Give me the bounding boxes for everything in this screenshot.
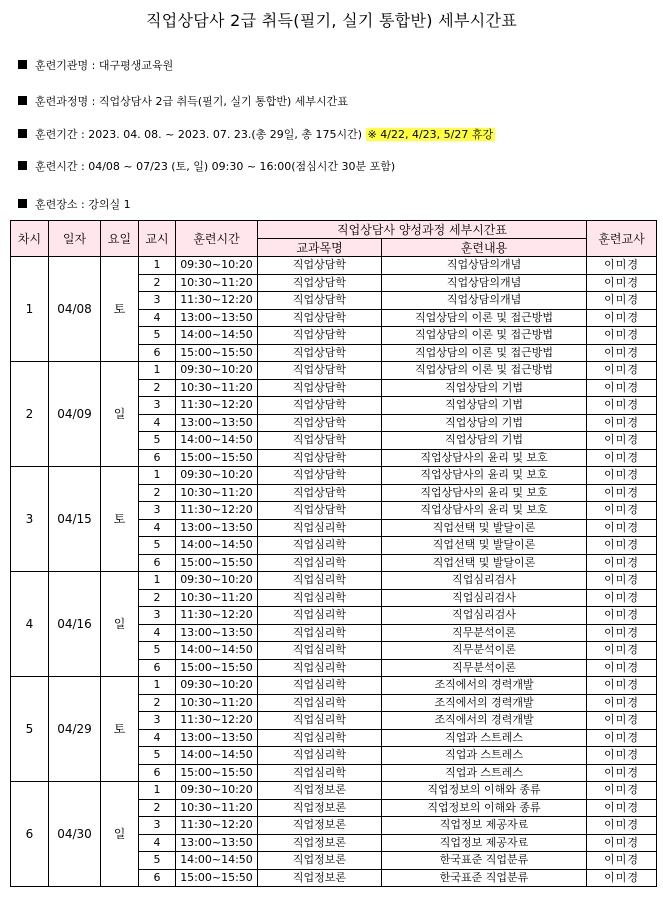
day-cell: 일	[101, 782, 139, 887]
time-cell: 09:30~10:20	[176, 362, 258, 380]
subject-cell: 직업상담학	[258, 502, 382, 520]
subject-cell: 직업상담학	[258, 432, 382, 450]
subject-cell: 직업심리학	[258, 677, 382, 695]
content-cell: 조직에서의 경력개발	[382, 694, 587, 712]
table-row	[11, 572, 657, 590]
teacher-cell: 이미경	[587, 572, 657, 590]
subject-cell: 직업상담학	[258, 379, 382, 397]
square-bullet-icon	[18, 129, 27, 138]
period-cell: 2	[139, 799, 176, 817]
period-cell: 5	[139, 432, 176, 450]
period-cell: 6	[139, 869, 176, 887]
subject-cell: 직업상담학	[258, 257, 382, 275]
time-cell: 13:00~13:50	[176, 309, 258, 327]
teacher-cell: 이미경	[587, 257, 657, 275]
date-cell: 04/15	[49, 467, 101, 572]
time-cell: 09:30~10:20	[176, 572, 258, 590]
content-cell: 직업상담의개념	[382, 292, 587, 310]
time-cell: 14:00~14:50	[176, 852, 258, 870]
header-subject: 교과목명	[258, 239, 382, 257]
subject-cell: 직업상담학	[258, 449, 382, 467]
period-cell: 1	[139, 467, 176, 485]
content-cell: 직업상담의개념	[382, 257, 587, 275]
table-row	[11, 362, 657, 380]
teacher-cell: 이미경	[587, 869, 657, 887]
subject-cell: 직업심리학	[258, 729, 382, 747]
time-cell: 10:30~11:20	[176, 274, 258, 292]
institution-text: 훈련기관명 : 대구평생교육원	[35, 59, 174, 72]
subject-cell: 직업심리학	[258, 712, 382, 730]
time-cell: 14:00~14:50	[176, 537, 258, 555]
info-period	[18, 126, 495, 142]
teacher-cell: 이미경	[587, 624, 657, 642]
subject-cell: 직업정보론	[258, 782, 382, 800]
time-cell: 09:30~10:20	[176, 257, 258, 275]
subject-cell: 직업상담학	[258, 484, 382, 502]
period-cell: 2	[139, 589, 176, 607]
session-cell: 1	[11, 257, 49, 362]
content-cell: 직업심리검사	[382, 589, 587, 607]
time-cell: 10:30~11:20	[176, 484, 258, 502]
teacher-cell: 이미경	[587, 642, 657, 660]
table-row	[11, 257, 657, 275]
content-cell: 직업과 스트레스	[382, 764, 587, 782]
session-cell: 3	[11, 467, 49, 572]
subject-cell: 직업심리학	[258, 747, 382, 765]
period-cell: 4	[139, 519, 176, 537]
day-cell: 일	[101, 362, 139, 467]
subject-cell: 직업심리학	[258, 554, 382, 572]
period-cell: 6	[139, 449, 176, 467]
period-cell: 6	[139, 764, 176, 782]
content-cell: 직업상담의 기법	[382, 414, 587, 432]
content-cell: 직업상담의 기법	[382, 379, 587, 397]
time-cell: 14:00~14:50	[176, 327, 258, 345]
subject-cell: 직업상담학	[258, 274, 382, 292]
period-cell: 1	[139, 362, 176, 380]
period-cell: 4	[139, 309, 176, 327]
teacher-cell: 이미경	[587, 519, 657, 537]
subject-cell: 직업정보론	[258, 852, 382, 870]
period-cell: 3	[139, 607, 176, 625]
subject-cell: 직업심리학	[258, 642, 382, 660]
content-cell: 직업선택 및 발달이론	[382, 554, 587, 572]
teacher-cell: 이미경	[587, 414, 657, 432]
table-row	[11, 782, 657, 800]
subject-cell: 직업상담학	[258, 344, 382, 362]
subject-cell: 직업심리학	[258, 537, 382, 555]
period-cell: 1	[139, 677, 176, 695]
day-cell: 토	[101, 467, 139, 572]
time-cell: 15:00~15:50	[176, 344, 258, 362]
time-cell: 11:30~12:20	[176, 817, 258, 835]
time-cell: 11:30~12:20	[176, 502, 258, 520]
teacher-cell: 이미경	[587, 782, 657, 800]
teacher-cell: 이미경	[587, 659, 657, 677]
period-cell: 5	[139, 747, 176, 765]
content-cell: 직업상담의 이론 및 접근방법	[382, 362, 587, 380]
teacher-cell: 이미경	[587, 449, 657, 467]
content-cell: 직업상담의 기법	[382, 432, 587, 450]
teacher-cell: 이미경	[587, 467, 657, 485]
period-cell: 5	[139, 537, 176, 555]
time-cell: 14:00~14:50	[176, 747, 258, 765]
period-cell: 6	[139, 344, 176, 362]
content-cell: 직업상담사의 윤리 및 보호	[382, 484, 587, 502]
period-cell: 2	[139, 379, 176, 397]
date-cell: 04/29	[49, 677, 101, 782]
subject-cell: 직업정보론	[258, 817, 382, 835]
content-cell: 직업상담의개념	[382, 274, 587, 292]
period-cell: 5	[139, 642, 176, 660]
content-cell: 직업상담의 이론 및 접근방법	[382, 327, 587, 345]
subject-cell: 직업정보론	[258, 834, 382, 852]
session-cell: 5	[11, 677, 49, 782]
subject-cell: 직업상담학	[258, 327, 382, 345]
place-text: 훈련장소 : 강의실 1	[35, 198, 131, 211]
square-bullet-icon	[18, 96, 27, 105]
content-cell: 직무분석이론	[382, 642, 587, 660]
subject-cell: 직업심리학	[258, 764, 382, 782]
teacher-cell: 이미경	[587, 834, 657, 852]
subject-cell: 직업상담학	[258, 362, 382, 380]
period-cell: 6	[139, 659, 176, 677]
teacher-cell: 이미경	[587, 362, 657, 380]
content-cell: 직업선택 및 발달이론	[382, 519, 587, 537]
page-title: 직업상담사 2급 취득(필기, 실기 통합반) 세부시간표	[146, 11, 517, 30]
content-cell: 직무분석이론	[382, 659, 587, 677]
period-cell: 3	[139, 712, 176, 730]
subject-cell: 직업심리학	[258, 572, 382, 590]
period-cell: 3	[139, 292, 176, 310]
subject-cell: 직업상담학	[258, 397, 382, 415]
content-cell: 직업상담의 이론 및 접근방법	[382, 309, 587, 327]
teacher-cell: 이미경	[587, 764, 657, 782]
holiday-note: ※ 4/22, 4/23, 5/27 휴강	[367, 128, 494, 141]
teacher-cell: 이미경	[587, 344, 657, 362]
time-cell: 13:00~13:50	[176, 414, 258, 432]
time-cell: 15:00~15:50	[176, 659, 258, 677]
teacher-cell: 이미경	[587, 327, 657, 345]
day-cell: 일	[101, 572, 139, 677]
teacher-cell: 이미경	[587, 379, 657, 397]
time-cell: 10:30~11:20	[176, 799, 258, 817]
period-cell: 2	[139, 694, 176, 712]
period-cell: 4	[139, 624, 176, 642]
subject-cell: 직업심리학	[258, 694, 382, 712]
content-cell: 직업상담사의 윤리 및 보호	[382, 467, 587, 485]
teacher-cell: 이미경	[587, 799, 657, 817]
time-cell: 10:30~11:20	[176, 694, 258, 712]
content-cell: 직업상담의 기법	[382, 397, 587, 415]
teacher-cell: 이미경	[587, 554, 657, 572]
content-cell: 직업정보 제공자료	[382, 834, 587, 852]
time-cell: 11:30~12:20	[176, 607, 258, 625]
time-cell: 10:30~11:20	[176, 589, 258, 607]
header-day: 요일	[101, 221, 139, 257]
content-cell: 조직에서의 경력개발	[382, 677, 587, 695]
time-cell: 15:00~15:50	[176, 764, 258, 782]
content-cell: 직업정보의 이해와 종류	[382, 799, 587, 817]
teacher-cell: 이미경	[587, 397, 657, 415]
info-course	[18, 93, 348, 109]
teacher-cell: 이미경	[587, 484, 657, 502]
time-cell: 09:30~10:20	[176, 467, 258, 485]
date-cell: 04/08	[49, 257, 101, 362]
hours-text: 훈련시간 : 04/08 ~ 07/23 (토, 일) 09:30 ~ 16:00(점심시간 30분 포함)	[35, 160, 396, 173]
info-place	[18, 196, 131, 212]
time-cell: 13:00~13:50	[176, 519, 258, 537]
header-content: 훈련내용	[382, 239, 587, 257]
time-cell: 11:30~12:20	[176, 397, 258, 415]
time-cell: 15:00~15:50	[176, 554, 258, 572]
header-time: 훈련시간	[176, 221, 258, 257]
content-cell: 직업심리검사	[382, 607, 587, 625]
teacher-cell: 이미경	[587, 432, 657, 450]
info-institution	[18, 57, 173, 73]
content-cell: 직무분석이론	[382, 624, 587, 642]
teacher-cell: 이미경	[587, 817, 657, 835]
session-cell: 2	[11, 362, 49, 467]
period-cell: 2	[139, 484, 176, 502]
teacher-cell: 이미경	[587, 502, 657, 520]
time-cell: 14:00~14:50	[176, 432, 258, 450]
period-cell: 2	[139, 274, 176, 292]
subject-cell: 직업심리학	[258, 607, 382, 625]
content-cell: 직업과 스트레스	[382, 747, 587, 765]
teacher-cell: 이미경	[587, 607, 657, 625]
period-cell: 1	[139, 257, 176, 275]
teacher-cell: 이미경	[587, 274, 657, 292]
content-cell: 직업심리검사	[382, 572, 587, 590]
period-cell: 1	[139, 572, 176, 590]
info-hours	[18, 158, 395, 174]
content-cell: 한국표준 직업분류	[382, 852, 587, 870]
subject-cell: 직업정보론	[258, 799, 382, 817]
square-bullet-icon	[18, 60, 27, 69]
content-cell: 조직에서의 경력개발	[382, 712, 587, 730]
subject-cell: 직업심리학	[258, 659, 382, 677]
period-text: 훈련기간 : 2023. 04. 08. ~ 2023. 07. 23.(총 29일, 총 175시간)	[35, 128, 363, 141]
period-cell: 5	[139, 852, 176, 870]
time-cell: 09:30~10:20	[176, 782, 258, 800]
teacher-cell: 이미경	[587, 537, 657, 555]
time-cell: 13:00~13:50	[176, 834, 258, 852]
time-cell: 13:00~13:50	[176, 729, 258, 747]
subject-cell: 직업심리학	[258, 519, 382, 537]
date-cell: 04/09	[49, 362, 101, 467]
time-cell: 11:30~12:20	[176, 292, 258, 310]
time-cell: 15:00~15:50	[176, 869, 258, 887]
period-cell: 1	[139, 782, 176, 800]
day-cell: 토	[101, 677, 139, 782]
header-group: 직업상담사 양성과정 세부시간표	[258, 221, 587, 239]
header-teacher: 훈련교사	[587, 221, 657, 257]
teacher-cell: 이미경	[587, 852, 657, 870]
period-cell: 4	[139, 414, 176, 432]
subject-cell: 직업정보론	[258, 869, 382, 887]
date-cell: 04/30	[49, 782, 101, 887]
session-cell: 4	[11, 572, 49, 677]
teacher-cell: 이미경	[587, 729, 657, 747]
period-cell: 4	[139, 834, 176, 852]
session-cell: 6	[11, 782, 49, 887]
header-session: 차시	[11, 221, 49, 257]
period-cell: 3	[139, 397, 176, 415]
teacher-cell: 이미경	[587, 677, 657, 695]
subject-cell: 직업심리학	[258, 624, 382, 642]
square-bullet-icon	[18, 199, 27, 208]
time-cell: 11:30~12:20	[176, 712, 258, 730]
header-date: 일자	[49, 221, 101, 257]
teacher-cell: 이미경	[587, 747, 657, 765]
header-period: 교시	[139, 221, 176, 257]
subject-cell: 직업상담학	[258, 414, 382, 432]
subject-cell: 직업심리학	[258, 589, 382, 607]
table-row	[11, 677, 657, 695]
time-cell: 15:00~15:50	[176, 449, 258, 467]
subject-cell: 직업상담학	[258, 292, 382, 310]
content-cell: 한국표준 직업분류	[382, 869, 587, 887]
date-cell: 04/16	[49, 572, 101, 677]
teacher-cell: 이미경	[587, 694, 657, 712]
period-cell: 6	[139, 554, 176, 572]
content-cell: 직업상담사의 윤리 및 보호	[382, 449, 587, 467]
square-bullet-icon	[18, 161, 27, 170]
content-cell: 직업정보의 이해와 종류	[382, 782, 587, 800]
content-cell: 직업상담의 이론 및 접근방법	[382, 344, 587, 362]
content-cell: 직업과 스트레스	[382, 729, 587, 747]
period-cell: 4	[139, 729, 176, 747]
teacher-cell: 이미경	[587, 712, 657, 730]
period-cell: 3	[139, 502, 176, 520]
table-row	[11, 467, 657, 485]
teacher-cell: 이미경	[587, 309, 657, 327]
day-cell: 토	[101, 257, 139, 362]
subject-cell: 직업상담학	[258, 467, 382, 485]
teacher-cell: 이미경	[587, 292, 657, 310]
period-cell: 5	[139, 327, 176, 345]
time-cell: 14:00~14:50	[176, 642, 258, 660]
subject-cell: 직업상담학	[258, 309, 382, 327]
time-cell: 13:00~13:50	[176, 624, 258, 642]
content-cell: 직업선택 및 발달이론	[382, 537, 587, 555]
content-cell: 직업정보 제공자료	[382, 817, 587, 835]
content-cell: 직업상담사의 윤리 및 보호	[382, 502, 587, 520]
time-cell: 10:30~11:20	[176, 379, 258, 397]
schedule-table	[10, 220, 657, 887]
course-text: 훈련과정명 : 직업상담사 2급 취득(필기, 실기 통합반) 세부시간표	[35, 95, 348, 108]
time-cell: 09:30~10:20	[176, 677, 258, 695]
teacher-cell: 이미경	[587, 589, 657, 607]
period-cell: 3	[139, 817, 176, 835]
